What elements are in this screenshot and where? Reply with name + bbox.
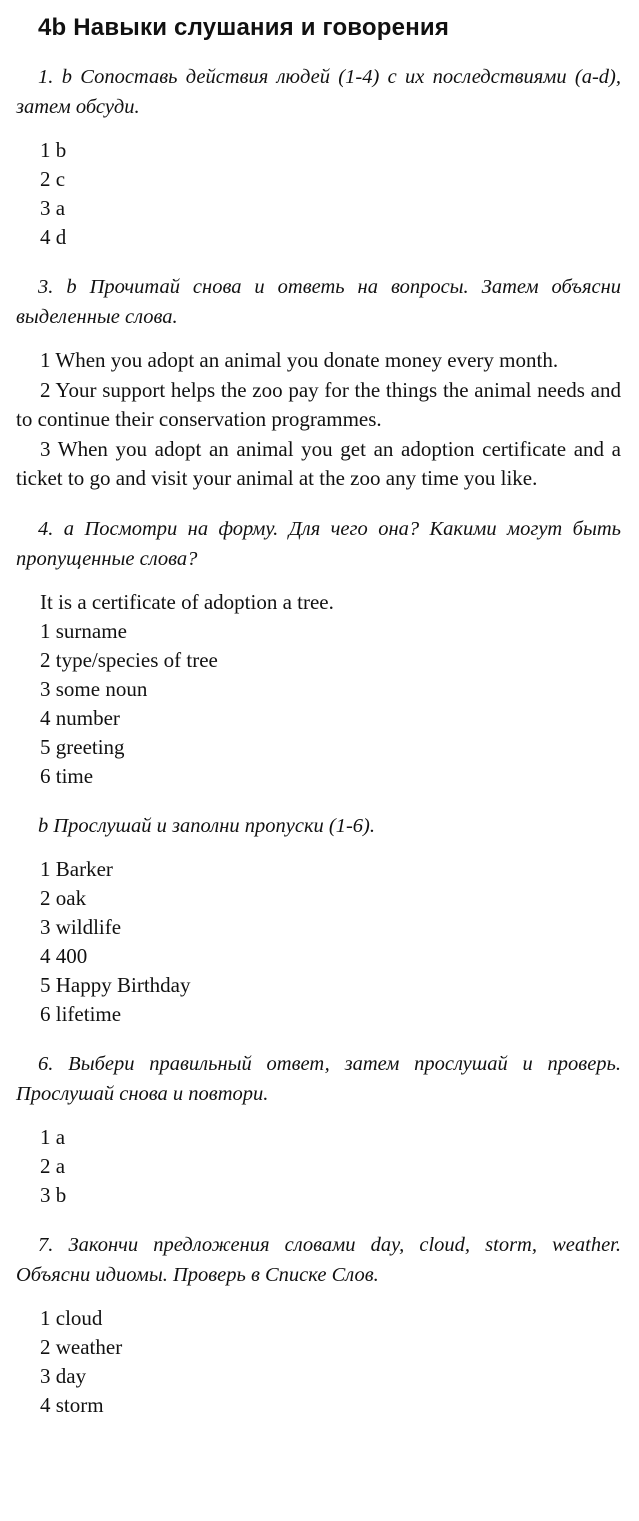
- answer-item: 3 wildlife: [40, 914, 122, 939]
- answer-item: 3 some noun: [40, 676, 148, 701]
- task-4a-answers: [16, 588, 621, 791]
- task-6-answers: [16, 1123, 621, 1210]
- answer-item: 1 Barker: [40, 856, 113, 881]
- answer-item: 2 c: [40, 167, 66, 191]
- answer-paragraph: 3 When you adopt an animal you get an adoption certificate and a ticket to go and visit your animal at the zoo any time you like.: [16, 436, 621, 490]
- task-4b-answers: [16, 855, 621, 1029]
- answer-item: 1 cloud: [40, 1305, 103, 1330]
- answer-item: 6 time: [40, 763, 94, 788]
- answer-item: 4 d: [40, 225, 67, 249]
- answer-item: 5 greeting: [40, 734, 125, 759]
- answer-item: 1 a: [40, 1124, 66, 1149]
- answer-item: 2 oak: [40, 885, 87, 910]
- page-title: 4b Навыки слушания и говорения: [38, 14, 450, 41]
- answer-item: 6 lifetime: [40, 1001, 122, 1026]
- answer-item: 4 storm: [40, 1392, 104, 1417]
- answer-item: 2 weather: [40, 1334, 123, 1359]
- answer-paragraph: 2 Your support helps the zoo pay for the things the animal needs and to continue their conservation programmes.: [16, 377, 621, 431]
- answer-item: 4 400: [40, 943, 88, 968]
- answer-item: 2 a: [40, 1153, 66, 1178]
- answer-intro: It is a certificate of adoption a tree.: [40, 589, 334, 614]
- task-7-instruction: 7. Закончи предложения словами day, cloud, storm, weather. Объясни идиомы. Проверь в Списке Слов.: [16, 1233, 621, 1286]
- task-4a-instruction: 4. a Посмотри на форму. Для чего она? Какими могут быть пропущенные слова?: [16, 517, 621, 570]
- task-6-instruction: 6. Выбери правильный ответ, затем прослушай и проверь. Прослушай снова и повтори.: [16, 1052, 621, 1105]
- answer-item: 3 day: [40, 1363, 87, 1388]
- answer-paragraph: 1 When you adopt an animal you donate money every month.: [40, 348, 559, 372]
- task-1b-answers: [16, 136, 621, 252]
- answer-item: 1 b: [40, 138, 67, 162]
- task-1b-instruction: 1. b Сопоставь действия людей (1-4) с их последствиями (a-d), затем обсуди.: [16, 66, 621, 118]
- answer-item: 2 type/species of tree: [40, 647, 218, 672]
- task-7-answers: [16, 1304, 621, 1420]
- answer-item: 3 a: [40, 196, 66, 220]
- answer-item: 1 surname: [40, 618, 127, 643]
- answer-item: 3 b: [40, 1182, 67, 1207]
- answer-item: 4 number: [40, 705, 120, 730]
- task-4b-instruction: b Прослушай и заполни пропуски (1-6).: [38, 814, 376, 837]
- answer-item: 5 Happy Birthday: [40, 972, 191, 997]
- task-3b-instruction: 3. b Прочитай снова и ответь на вопросы. Затем объясни выделенные слова.: [16, 276, 621, 328]
